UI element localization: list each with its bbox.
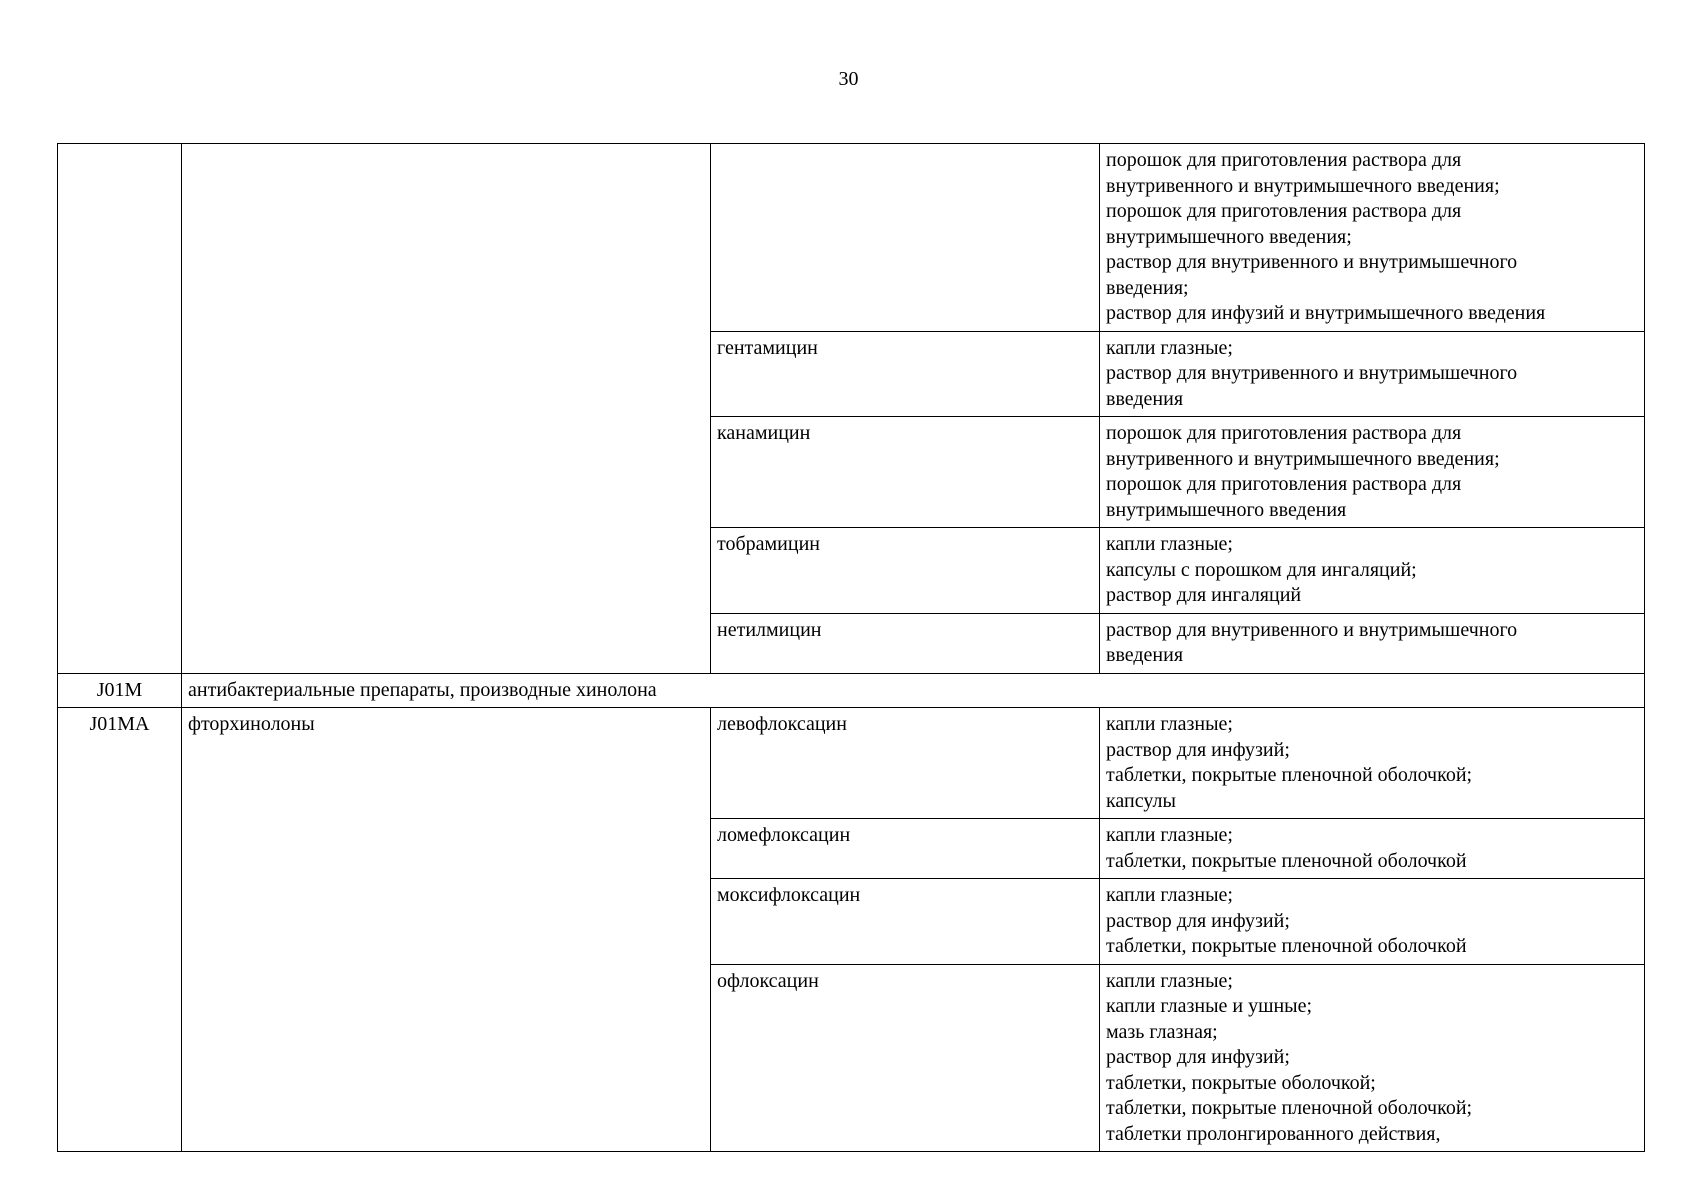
atc-group-cell: фторхинолоны	[182, 708, 711, 1152]
dosage-form-line: порошок для приготовления раствора для	[1106, 422, 1462, 444]
dosage-forms-cell	[1100, 708, 1645, 819]
dosage-form-line: раствор для инфузий;	[1106, 738, 1290, 761]
drug-name-cell: канамицин	[711, 417, 1100, 528]
drug-name-cell: ломефлоксацин	[711, 819, 1100, 879]
dosage-form-line: внутримышечного введения;	[1106, 225, 1352, 248]
atc-code-cell: J01MA	[58, 708, 182, 1152]
dosage-forms-cell	[1100, 417, 1645, 528]
dosage-forms-cell	[1100, 331, 1645, 417]
drug-name-cell: нетилмицин	[711, 613, 1100, 673]
dosage-forms-cell	[1100, 879, 1645, 965]
dosage-form-line: капли глазные;	[1106, 533, 1233, 555]
dosage-form-line: введения	[1106, 644, 1184, 666]
atc-code-cell: J01M	[58, 673, 182, 708]
dosage-form-line: внутривенного и внутримышечного введения;	[1106, 447, 1500, 470]
dosage-form-line: мазь глазная;	[1106, 1020, 1218, 1043]
dosage-form-line: капли глазные;	[1106, 969, 1233, 992]
dosage-form-line: капли глазные;	[1106, 713, 1233, 735]
dosage-form-line: раствор для внутривенного и внутримышечного	[1106, 618, 1518, 641]
dosage-form-line: таблетки, покрытые пленочной оболочкой	[1106, 935, 1467, 957]
atc-group-cell	[182, 144, 711, 674]
dosage-form-line: введения;	[1106, 276, 1189, 299]
page-number: 30	[838, 68, 859, 90]
dosage-form-line: таблетки, покрытые пленочной оболочкой;	[1106, 1097, 1473, 1119]
dosage-form-line: порошок для приготовления раствора для	[1106, 149, 1462, 171]
dosage-form-line: раствор для инфузий;	[1106, 1046, 1290, 1068]
dosage-form-line: внутримышечного введения	[1106, 498, 1347, 521]
dosage-form-line: раствор для внутривенного и внутримышечного	[1106, 362, 1518, 384]
drug-name-cell: офлоксацин	[711, 964, 1100, 1152]
drug-name-cell	[711, 144, 1100, 332]
dosage-form-line: раствор для внутривенного и внутримышечного	[1106, 251, 1518, 273]
table-row	[58, 144, 1645, 332]
dosage-form-line: внутривенного и внутримышечного введения;	[1106, 174, 1500, 197]
drug-name-cell: левофлоксацин	[711, 708, 1100, 819]
dosage-forms-cell	[1100, 613, 1645, 673]
drug-table	[57, 143, 1645, 1152]
dosage-form-line: порошок для приготовления раствора для	[1106, 473, 1462, 495]
dosage-form-line: раствор для ингаляций	[1106, 584, 1302, 606]
dosage-forms-cell	[1100, 819, 1645, 879]
drug-name-cell: тобрамицин	[711, 528, 1100, 614]
dosage-form-line: капсулы	[1106, 789, 1176, 812]
section-title-cell: антибактериальные препараты, производные хинолона	[182, 673, 1645, 708]
section-row	[58, 673, 1645, 708]
dosage-form-line: капли глазные и ушные;	[1106, 995, 1313, 1017]
dosage-form-line: раствор для инфузий;	[1106, 909, 1290, 932]
dosage-form-line: раствор для инфузий и внутримышечного введения	[1106, 302, 1546, 324]
dosage-form-line: таблетки пролонгированного действия,	[1106, 1122, 1441, 1145]
atc-code-cell	[58, 144, 182, 674]
dosage-form-line: таблетки, покрытые пленочной оболочкой	[1106, 849, 1467, 872]
drug-name-cell: гентамицин	[711, 331, 1100, 417]
dosage-forms-cell	[1100, 144, 1645, 332]
dosage-form-line: капли глазные;	[1106, 336, 1233, 359]
dosage-form-line: капсулы с порошком для ингаляций;	[1106, 558, 1417, 581]
dosage-form-line: введения	[1106, 387, 1184, 410]
dosage-form-line: капли глазные;	[1106, 884, 1233, 906]
dosage-form-line: таблетки, покрытые оболочкой;	[1106, 1071, 1376, 1094]
dosage-form-line: капли глазные;	[1106, 824, 1233, 846]
dosage-forms-cell	[1100, 964, 1645, 1152]
dosage-form-line: порошок для приготовления раствора для	[1106, 200, 1462, 222]
drug-name-cell: моксифлоксацин	[711, 879, 1100, 965]
dosage-forms-cell	[1100, 528, 1645, 614]
dosage-form-line: таблетки, покрытые пленочной оболочкой;	[1106, 764, 1473, 786]
table-row	[58, 708, 1645, 819]
